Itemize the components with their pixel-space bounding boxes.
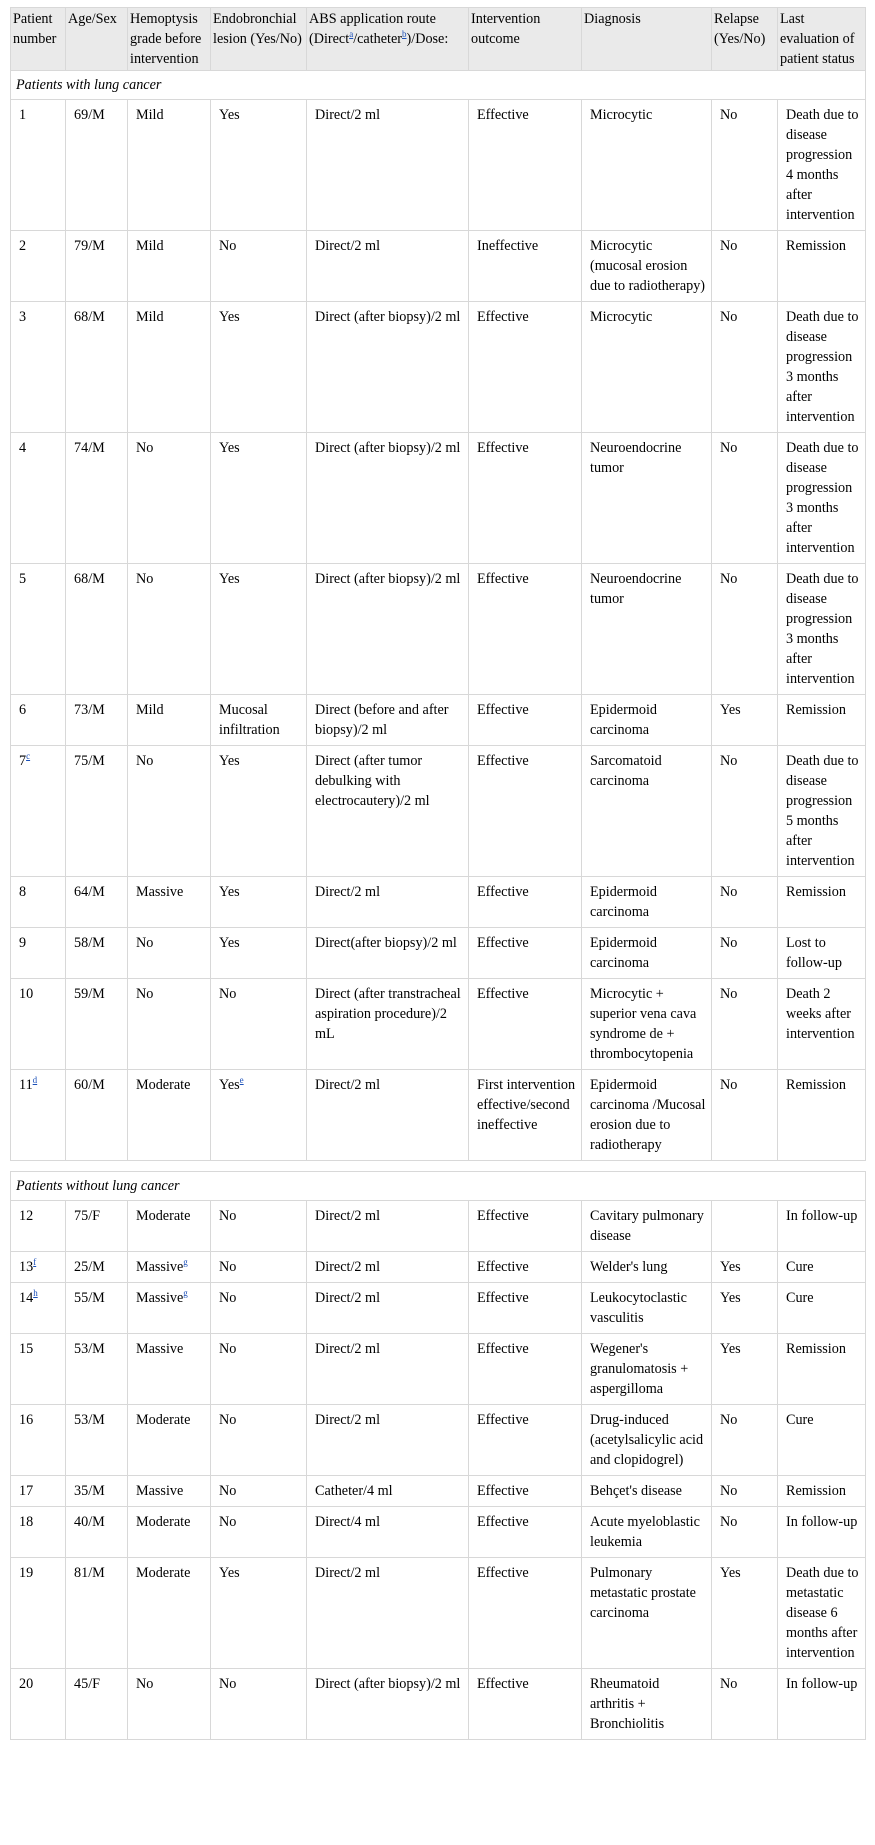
hemoptysis-cell-text: Moderate <box>136 1565 191 1581</box>
route-dose-cell: Catheter/4 ml <box>307 1476 469 1507</box>
outcome-cell: Effective <box>469 746 582 877</box>
outcome-cell: Effective <box>469 100 582 231</box>
age-sex-cell: 53/M <box>66 1405 128 1476</box>
endobronchial-cell-text: No <box>219 1290 237 1306</box>
relapse-cell: Yes <box>712 1252 778 1283</box>
diagnosis-cell: Epidermoid carcinoma <box>582 695 712 746</box>
patient-number-cell <box>11 1405 66 1476</box>
patient-number-cell <box>11 746 66 877</box>
endobronchial-cell <box>211 1558 307 1669</box>
relapse-cell: No <box>712 928 778 979</box>
relapse-cell <box>712 1201 778 1252</box>
diagnosis-cell: Welder's lung <box>582 1252 712 1283</box>
patient-number-cell-text: 2 <box>19 238 27 254</box>
endobronchial-cell-text: Yes <box>219 107 240 123</box>
endobronchial-cell <box>211 100 307 231</box>
age-sex-cell: 64/M <box>66 877 128 928</box>
section-title: Patients with lung cancer <box>11 71 866 100</box>
age-sex-cell: 40/M <box>66 1507 128 1558</box>
hemoptysis-cell <box>128 1476 211 1507</box>
relapse-cell: No <box>712 1669 778 1740</box>
hemoptysis-cell <box>128 1669 211 1740</box>
header-hemoptysis-grade: Hemoptysis grade before intervention <box>128 8 211 71</box>
section-gap <box>11 1161 866 1172</box>
relapse-cell: No <box>712 564 778 695</box>
patient-number-cell <box>11 928 66 979</box>
endobronchial-cell <box>211 1283 307 1334</box>
hemoptysis-cell-text: No <box>136 1676 154 1692</box>
route-dose-cell: Direct (after tumor debulking with electrocautery)/2 ml <box>307 746 469 877</box>
relapse-cell: No <box>712 1507 778 1558</box>
table-row <box>11 564 866 695</box>
patient-number-cell-text: 1 <box>19 107 27 123</box>
table-row <box>11 746 866 877</box>
patient-number-cell-text: 9 <box>19 935 27 951</box>
outcome-cell: Effective <box>469 1201 582 1252</box>
hemoptysis-cell-text: Moderate <box>136 1412 191 1428</box>
last-evaluation-cell: In follow-up <box>778 1507 866 1558</box>
diagnosis-cell: Neuroendocrine tumor <box>582 433 712 564</box>
outcome-cell: Effective <box>469 1334 582 1405</box>
patient-number-cell <box>11 1334 66 1405</box>
hemoptysis-cell <box>128 564 211 695</box>
hemoptysis-cell-text: Massive <box>136 884 184 900</box>
diagnosis-cell: Acute myeloblastic leukemia <box>582 1507 712 1558</box>
hemoptysis-cell <box>128 100 211 231</box>
outcome-cell: Effective <box>469 1283 582 1334</box>
table-row <box>11 1283 866 1334</box>
relapse-cell: Yes <box>712 1334 778 1405</box>
hemoptysis-cell-text: No <box>136 571 154 587</box>
patient-number-cell <box>11 979 66 1070</box>
table-row <box>11 100 866 231</box>
route-dose-cell: Direct/2 ml <box>307 877 469 928</box>
diagnosis-cell: Wegener's granulomatosis + aspergilloma <box>582 1334 712 1405</box>
hemoptysis-cell-text: No <box>136 935 154 951</box>
footnote-link[interactable]: e <box>239 1075 244 1085</box>
last-evaluation-cell: Remission <box>778 695 866 746</box>
relapse-cell: No <box>712 1070 778 1161</box>
hemoptysis-cell-text: Massive <box>136 1483 184 1499</box>
last-evaluation-cell: In follow-up <box>778 1201 866 1252</box>
hemoptysis-cell-text: Mild <box>136 702 164 718</box>
hemoptysis-cell-text: Moderate <box>136 1208 191 1224</box>
footnote-link[interactable]: d <box>32 1075 38 1085</box>
route-dose-cell: Direct (after biopsy)/2 ml <box>307 564 469 695</box>
diagnosis-cell: Drug-induced (acetylsalicylic acid and clopidogrel) <box>582 1405 712 1476</box>
diagnosis-cell: Microcytic <box>582 302 712 433</box>
outcome-cell: Effective <box>469 1669 582 1740</box>
diagnosis-cell: Epidermoid carcinoma <box>582 877 712 928</box>
gap-cell <box>11 1161 866 1172</box>
patient-number-cell <box>11 100 66 231</box>
endobronchial-cell-text: Yes <box>219 753 240 769</box>
outcome-cell: Effective <box>469 433 582 564</box>
route-dose-cell: Direct (after transtracheal aspiration procedure)/2 mL <box>307 979 469 1070</box>
route-dose-cell: Direct/2 ml <box>307 1558 469 1669</box>
endobronchial-cell-text: No <box>219 1341 237 1357</box>
patient-number-cell <box>11 1476 66 1507</box>
table-row <box>11 979 866 1070</box>
patient-number-cell-text: 5 <box>19 571 27 587</box>
endobronchial-cell-text: No <box>219 1208 237 1224</box>
table-row <box>11 928 866 979</box>
age-sex-cell: 53/M <box>66 1334 128 1405</box>
diagnosis-cell: Cavitary pulmonary disease <box>582 1201 712 1252</box>
relapse-cell: No <box>712 979 778 1070</box>
age-sex-cell: 68/M <box>66 302 128 433</box>
header-patient-number: Patient number <box>11 8 66 71</box>
patient-number-cell-text: 20 <box>19 1676 34 1692</box>
header-abs-route-text-3: )/Dose: <box>406 31 449 47</box>
endobronchial-cell <box>211 231 307 302</box>
route-dose-cell: Direct (after biopsy)/2 ml <box>307 433 469 564</box>
patient-number-cell <box>11 1283 66 1334</box>
patient-number-cell <box>11 877 66 928</box>
hemoptysis-cell-text: No <box>136 986 154 1002</box>
route-dose-cell: Direct/2 ml <box>307 1070 469 1161</box>
patient-number-cell-text: 6 <box>19 702 27 718</box>
route-dose-cell: Direct/2 ml <box>307 1252 469 1283</box>
age-sex-cell: 73/M <box>66 695 128 746</box>
endobronchial-cell-text: Yes <box>219 884 240 900</box>
table-row <box>11 1507 866 1558</box>
endobronchial-cell <box>211 1507 307 1558</box>
header-row <box>11 8 866 71</box>
last-evaluation-cell: Death due to disease progression 3 months after intervention <box>778 564 866 695</box>
header-age-sex: Age/Sex <box>66 8 128 71</box>
patient-number-cell-text: 13 <box>19 1259 34 1275</box>
relapse-cell: No <box>712 1476 778 1507</box>
route-dose-cell: Direct/2 ml <box>307 1201 469 1252</box>
hemoptysis-cell-text: Mild <box>136 107 164 123</box>
outcome-cell: Effective <box>469 877 582 928</box>
patient-number-cell-text: 10 <box>19 986 34 1002</box>
age-sex-cell: 55/M <box>66 1283 128 1334</box>
patient-number-cell <box>11 433 66 564</box>
patient-number-cell <box>11 1558 66 1669</box>
table-row <box>11 1476 866 1507</box>
route-dose-cell: Direct/2 ml <box>307 1283 469 1334</box>
endobronchial-cell-text: No <box>219 1412 237 1428</box>
outcome-cell: First intervention effective/second ineffective <box>469 1070 582 1161</box>
patient-number-cell-text: 4 <box>19 440 27 456</box>
endobronchial-cell <box>211 564 307 695</box>
patient-number-cell <box>11 1201 66 1252</box>
endobronchial-cell <box>211 877 307 928</box>
section-title: Patients without lung cancer <box>11 1172 866 1201</box>
footnote-link[interactable]: g <box>183 1257 188 1267</box>
table-row <box>11 1201 866 1252</box>
hemoptysis-cell <box>128 695 211 746</box>
table-row <box>11 1558 866 1669</box>
age-sex-cell: 59/M <box>66 979 128 1070</box>
diagnosis-cell: Epidermoid carcinoma <box>582 928 712 979</box>
header-abs-route-text-2: /catheter <box>353 31 403 47</box>
hemoptysis-cell <box>128 1507 211 1558</box>
endobronchial-cell <box>211 433 307 564</box>
hemoptysis-cell-text: Mild <box>136 238 164 254</box>
last-evaluation-cell: Cure <box>778 1405 866 1476</box>
header-endobronchial-lesion: Endobronchial lesion (Yes/No) <box>211 8 307 71</box>
hemoptysis-cell-text: No <box>136 440 154 456</box>
hemoptysis-cell <box>128 1201 211 1252</box>
patient-number-cell <box>11 1507 66 1558</box>
hemoptysis-cell-text: Moderate <box>136 1077 191 1093</box>
footnote-link[interactable]: g <box>183 1288 188 1298</box>
last-evaluation-cell: Remission <box>778 1070 866 1161</box>
hemoptysis-cell <box>128 302 211 433</box>
endobronchial-cell <box>211 302 307 433</box>
diagnosis-cell: Microcytic + superior vena cava syndrome de + thrombocytopenia <box>582 979 712 1070</box>
outcome-cell: Effective <box>469 979 582 1070</box>
age-sex-cell: 60/M <box>66 1070 128 1161</box>
age-sex-cell: 81/M <box>66 1558 128 1669</box>
endobronchial-cell-text: Yes <box>219 1565 240 1581</box>
patient-number-cell <box>11 1669 66 1740</box>
table-row <box>11 695 866 746</box>
endobronchial-cell-text: Mucosal infiltration <box>219 702 280 738</box>
relapse-cell: No <box>712 100 778 231</box>
endobronchial-cell-text: No <box>219 1676 237 1692</box>
outcome-cell: Effective <box>469 1507 582 1558</box>
endobronchial-cell <box>211 1405 307 1476</box>
age-sex-cell: 74/M <box>66 433 128 564</box>
table-row <box>11 1405 866 1476</box>
patient-number-cell-text: 3 <box>19 309 27 325</box>
section-row <box>11 1172 866 1201</box>
patient-number-cell-text: 14 <box>19 1290 34 1306</box>
table-row <box>11 302 866 433</box>
patient-number-cell-text: 12 <box>19 1208 34 1224</box>
age-sex-cell: 79/M <box>66 231 128 302</box>
table-row <box>11 877 866 928</box>
hemoptysis-cell <box>128 877 211 928</box>
outcome-cell: Effective <box>469 1476 582 1507</box>
relapse-cell: No <box>712 231 778 302</box>
route-dose-cell: Direct/4 ml <box>307 1507 469 1558</box>
patient-number-cell <box>11 231 66 302</box>
diagnosis-cell: Rheumatoid arthritis + Bronchiolitis <box>582 1669 712 1740</box>
diagnosis-cell: Microcytic (mucosal erosion due to radiotherapy) <box>582 231 712 302</box>
endobronchial-cell-text: Yes <box>219 1077 240 1093</box>
table-row <box>11 1252 866 1283</box>
hemoptysis-cell <box>128 1558 211 1669</box>
footnote-link-direct[interactable]: a <box>349 29 354 39</box>
relapse-cell: Yes <box>712 1283 778 1334</box>
endobronchial-cell <box>211 1070 307 1161</box>
endobronchial-cell <box>211 746 307 877</box>
last-evaluation-cell: In follow-up <box>778 1669 866 1740</box>
last-evaluation-cell: Lost to follow-up <box>778 928 866 979</box>
route-dose-cell: Direct/2 ml <box>307 100 469 231</box>
age-sex-cell: 25/M <box>66 1252 128 1283</box>
relapse-cell: Yes <box>712 1558 778 1669</box>
hemoptysis-cell <box>128 979 211 1070</box>
age-sex-cell: 69/M <box>66 100 128 231</box>
route-dose-cell: Direct(after biopsy)/2 ml <box>307 928 469 979</box>
header-diagnosis: Diagnosis <box>582 8 712 71</box>
header-abs-route-text-1: ABS application route (Direct <box>309 11 436 47</box>
last-evaluation-cell: Death due to disease progression 3 months after intervention <box>778 433 866 564</box>
hemoptysis-cell-text: Moderate <box>136 1514 191 1530</box>
endobronchial-cell-text: Yes <box>219 309 240 325</box>
diagnosis-cell: Sarcomatoid carcinoma <box>582 746 712 877</box>
age-sex-cell: 58/M <box>66 928 128 979</box>
hemoptysis-cell <box>128 433 211 564</box>
table-row <box>11 1334 866 1405</box>
hemoptysis-cell <box>128 1252 211 1283</box>
header-intervention-outcome: Intervention outcome <box>469 8 582 71</box>
patient-number-cell-text: 18 <box>19 1514 34 1530</box>
endobronchial-cell <box>211 1669 307 1740</box>
hemoptysis-cell <box>128 746 211 877</box>
last-evaluation-cell: Cure <box>778 1283 866 1334</box>
relapse-cell: No <box>712 433 778 564</box>
footnote-link-catheter[interactable]: b <box>402 29 407 39</box>
patient-table <box>10 7 866 1740</box>
header-abs-route <box>307 8 469 71</box>
relapse-cell: No <box>712 746 778 877</box>
outcome-cell: Effective <box>469 564 582 695</box>
outcome-cell: Effective <box>469 1558 582 1669</box>
route-dose-cell: Direct (after biopsy)/2 ml <box>307 1669 469 1740</box>
hemoptysis-cell <box>128 1283 211 1334</box>
diagnosis-cell: Leukocytoclastic vasculitis <box>582 1283 712 1334</box>
footnote-link[interactable]: c <box>26 751 31 761</box>
patient-number-cell <box>11 1070 66 1161</box>
table-row <box>11 433 866 564</box>
table-row <box>11 1070 866 1161</box>
outcome-cell: Effective <box>469 302 582 433</box>
patient-number-cell-text: 19 <box>19 1565 34 1581</box>
hemoptysis-cell-text: No <box>136 753 154 769</box>
last-evaluation-cell: Death due to disease progression 3 months after intervention <box>778 302 866 433</box>
footnote-link[interactable]: h <box>33 1288 38 1298</box>
table-row <box>11 1669 866 1740</box>
endobronchial-cell-text: No <box>219 1483 237 1499</box>
last-evaluation-cell: Remission <box>778 1334 866 1405</box>
last-evaluation-cell: Remission <box>778 231 866 302</box>
age-sex-cell: 45/F <box>66 1669 128 1740</box>
patient-number-cell <box>11 695 66 746</box>
endobronchial-cell <box>211 1334 307 1405</box>
patient-number-cell-text: 11 <box>19 1077 33 1093</box>
hemoptysis-cell <box>128 231 211 302</box>
outcome-cell: Effective <box>469 1405 582 1476</box>
relapse-cell: No <box>712 1405 778 1476</box>
table-row <box>11 231 866 302</box>
endobronchial-cell <box>211 1476 307 1507</box>
endobronchial-cell <box>211 979 307 1070</box>
route-dose-cell: Direct/2 ml <box>307 1405 469 1476</box>
patient-number-cell-text: 7 <box>19 753 27 769</box>
relapse-cell: No <box>712 877 778 928</box>
diagnosis-cell: Microcytic <box>582 100 712 231</box>
endobronchial-cell-text: No <box>219 986 237 1002</box>
diagnosis-cell: Behçet's disease <box>582 1476 712 1507</box>
hemoptysis-cell <box>128 1070 211 1161</box>
last-evaluation-cell: Remission <box>778 877 866 928</box>
endobronchial-cell-text: Yes <box>219 440 240 456</box>
section-row <box>11 71 866 100</box>
relapse-cell: Yes <box>712 695 778 746</box>
age-sex-cell: 35/M <box>66 1476 128 1507</box>
patient-number-cell-text: 8 <box>19 884 27 900</box>
hemoptysis-cell-text: Massive <box>136 1259 184 1275</box>
diagnosis-cell: Neuroendocrine tumor <box>582 564 712 695</box>
diagnosis-cell: Epidermoid carcinoma /Mucosal erosion due to radiotherapy <box>582 1070 712 1161</box>
hemoptysis-cell <box>128 928 211 979</box>
age-sex-cell: 75/M <box>66 746 128 877</box>
endobronchial-cell-text: No <box>219 238 237 254</box>
route-dose-cell: Direct/2 ml <box>307 1334 469 1405</box>
endobronchial-cell-text: Yes <box>219 571 240 587</box>
diagnosis-cell: Pulmonary metastatic prostate carcinoma <box>582 1558 712 1669</box>
route-dose-cell: Direct (after biopsy)/2 ml <box>307 302 469 433</box>
outcome-cell: Ineffective <box>469 231 582 302</box>
endobronchial-cell <box>211 695 307 746</box>
route-dose-cell: Direct/2 ml <box>307 231 469 302</box>
last-evaluation-cell: Remission <box>778 1476 866 1507</box>
footnote-link[interactable]: f <box>33 1257 37 1267</box>
endobronchial-cell <box>211 928 307 979</box>
outcome-cell: Effective <box>469 928 582 979</box>
age-sex-cell: 68/M <box>66 564 128 695</box>
last-evaluation-cell: Death due to disease progression 4 months after intervention <box>778 100 866 231</box>
outcome-cell: Effective <box>469 1252 582 1283</box>
last-evaluation-cell: Death 2 weeks after intervention <box>778 979 866 1070</box>
route-dose-cell: Direct (before and after biopsy)/2 ml <box>307 695 469 746</box>
patient-number-cell <box>11 564 66 695</box>
patient-number-cell-text: 15 <box>19 1341 34 1357</box>
patient-number-cell-text: 17 <box>19 1483 34 1499</box>
last-evaluation-cell: Cure <box>778 1252 866 1283</box>
endobronchial-cell-text: No <box>219 1259 237 1275</box>
header-last-evaluation: Last evaluation of patient status <box>778 8 866 71</box>
endobronchial-cell-text: Yes <box>219 935 240 951</box>
relapse-cell: No <box>712 302 778 433</box>
hemoptysis-cell <box>128 1405 211 1476</box>
age-sex-cell: 75/F <box>66 1201 128 1252</box>
endobronchial-cell <box>211 1201 307 1252</box>
hemoptysis-cell-text: Massive <box>136 1290 184 1306</box>
hemoptysis-cell <box>128 1334 211 1405</box>
patient-number-cell-text: 16 <box>19 1412 34 1428</box>
endobronchial-cell <box>211 1252 307 1283</box>
hemoptysis-cell-text: Mild <box>136 309 164 325</box>
patient-number-cell <box>11 1252 66 1283</box>
header-relapse: Relapse (Yes/No) <box>712 8 778 71</box>
outcome-cell: Effective <box>469 695 582 746</box>
hemoptysis-cell-text: Massive <box>136 1341 184 1357</box>
patient-number-cell <box>11 302 66 433</box>
endobronchial-cell-text: No <box>219 1514 237 1530</box>
last-evaluation-cell: Death due to disease progression 5 months after intervention <box>778 746 866 877</box>
last-evaluation-cell: Death due to metastatic disease 6 months after intervention <box>778 1558 866 1669</box>
